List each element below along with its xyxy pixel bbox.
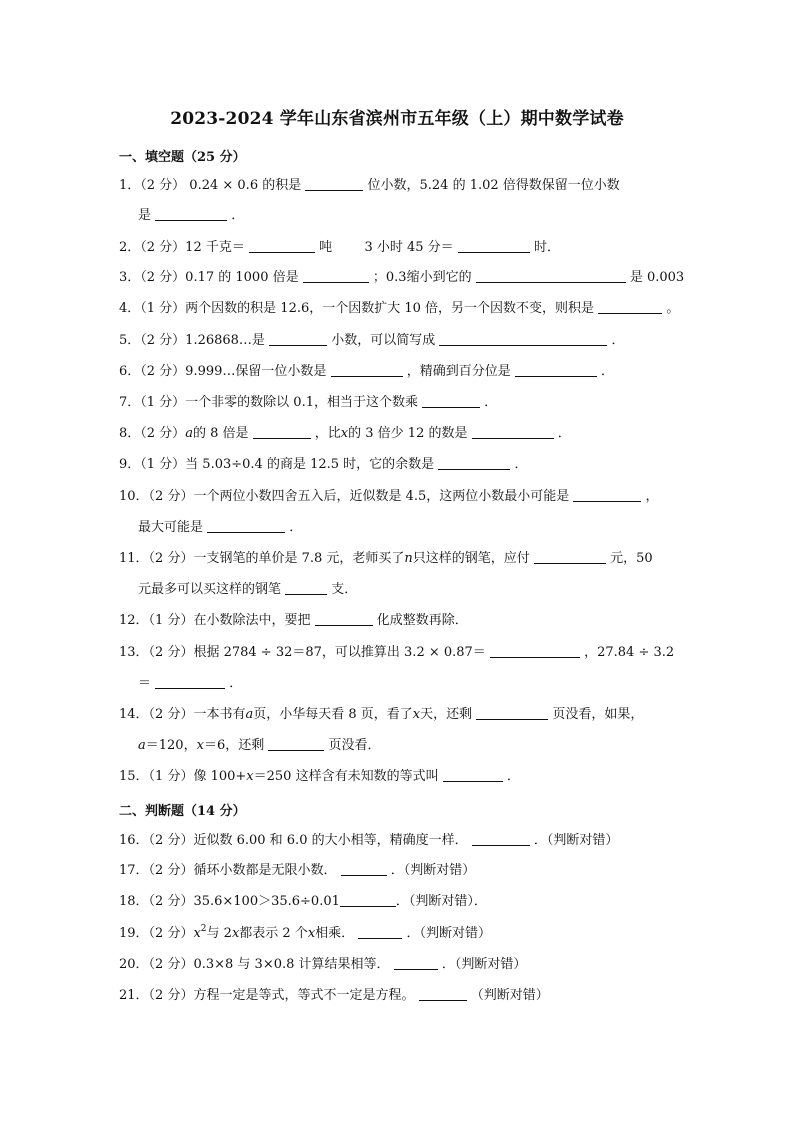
exam-title: 2023-2024 学年山东省滨州市五年级（上）期中数学试卷 — [170, 109, 624, 129]
q19-text-c: 都表示 2 个 — [239, 926, 308, 941]
q20-text-a: 20．（2 分）0.3×8 与 3×0.8 计算结果相等． — [119, 957, 390, 972]
q11-text-a: 11．（2 分）一支钢笔的单价是 7.8 元，老师买了 — [119, 551, 405, 566]
q2-blank-1[interactable] — [249, 240, 315, 253]
q8-text-a: 8．（2 分） — [119, 426, 186, 441]
q6-blank-2[interactable] — [515, 364, 597, 377]
q11-text-e: 支． — [331, 582, 358, 597]
q13-blank-1[interactable] — [490, 645, 580, 658]
q17-blank-1[interactable] — [341, 863, 387, 876]
q2-text-c: 3 小时 45 分＝ — [364, 240, 454, 255]
question-12 — [119, 613, 468, 629]
q5-blank-2[interactable] — [439, 333, 607, 346]
question-5 — [119, 333, 625, 349]
q2-text-d: 时． — [533, 240, 560, 255]
question-18 — [119, 894, 487, 910]
q11-var-n: n — [404, 551, 413, 566]
q19-var-x3: x — [307, 926, 316, 941]
q14-text-c: 天，还剩 — [420, 707, 473, 722]
q1-text-c: 是 — [138, 208, 152, 223]
q18-text-a: 18．（2 分）35.6×100＞35.6÷0.01 — [119, 894, 340, 909]
question-1 — [119, 178, 620, 194]
q12-blank-1[interactable] — [315, 613, 373, 626]
q4-text-b: 。 — [666, 301, 680, 316]
q13-text-a: 13．（2 分）根据 2784 ÷ 32＝87，可以推算出 3.2 × 0.87＝ — [119, 645, 486, 660]
q8-var-a: a — [185, 426, 193, 441]
q11-blank-1[interactable] — [534, 551, 606, 564]
q3-text-b: ；0.3缩小到它的 — [372, 270, 472, 285]
question-6 — [119, 364, 614, 380]
q4-text-a: 4．（1 分）两个因数的积是 12.6，一个因数扩大 10 倍，另一个因数不变，则积是 — [119, 301, 595, 316]
q7-text-b: ． — [484, 395, 498, 410]
q21-text-a: 21．（2 分）方程一定是等式，等式不一定是方程。 — [119, 988, 415, 1003]
q8-blank-1[interactable] — [253, 426, 311, 439]
q5-blank-1[interactable] — [269, 333, 327, 346]
q18-text-b: ．（判断对错）． — [395, 894, 487, 909]
question-20 — [119, 957, 526, 973]
question-10 — [119, 489, 659, 505]
q16-text-a: 16．（2 分）近似数 6.00 和 6.0 的大小相等，精确度一样． — [119, 833, 468, 848]
q5-text-b: 小数，可以简写成 — [331, 333, 436, 348]
q8-blank-2[interactable] — [472, 426, 554, 439]
q14-var-a2: a — [138, 738, 146, 753]
q1-text-b: 位小数，5.24 的 1.02 倍得数保留一位小数 — [367, 178, 620, 193]
q18-blank-1[interactable] — [340, 894, 396, 907]
q9-text-a: 9．（1 分）当 5.03÷0.4 的商是 12.5 时，它的余数是 — [119, 457, 435, 472]
q14-text-a: 14．（2 分）一本书有 — [119, 707, 246, 722]
q2-blank-2[interactable] — [458, 240, 530, 253]
q8-text-c: ，比 — [314, 426, 341, 441]
q11-blank-2[interactable] — [285, 582, 327, 595]
q15-text-b: ＝250 这样含有未知数的等式叫 — [253, 769, 439, 784]
q8-text-b: 的 8 倍是 — [192, 426, 249, 441]
question-21 — [119, 988, 549, 1004]
q13-text-c: ＝ — [138, 676, 152, 691]
q3-text-a: 3．（2 分）0.17 的 1000 倍是 — [119, 270, 299, 285]
q17-text-a: 17．（2 分）循环小数都是无限小数． — [119, 863, 337, 878]
question-13 — [119, 645, 674, 661]
q11-text-b: 只这样的钢笔，应付 — [412, 551, 530, 566]
q12-text-b: 化成整数再除． — [376, 613, 468, 628]
q10-blank-1[interactable] — [573, 489, 641, 502]
q2-text-a: 2．（2 分）12 千克＝ — [119, 240, 245, 255]
q9-text-b: ． — [514, 457, 528, 472]
q19-text-a: 19．（2 分） — [119, 926, 194, 941]
question-13-cont — [138, 676, 242, 692]
q8-text-d: 的 3 倍少 12 的数是 — [348, 426, 468, 441]
q12-text-a: 12．（1 分）在小数除法中，要把 — [119, 613, 311, 628]
q15-blank-1[interactable] — [443, 769, 503, 782]
q20-text-b: ．（判断对错） — [441, 957, 527, 972]
q1-blank-2[interactable] — [155, 208, 227, 221]
q2-text-b: 吨 — [319, 240, 333, 255]
q4-blank-1[interactable] — [598, 301, 662, 314]
q14-var-a: a — [245, 707, 254, 722]
q10-text-d: ． — [289, 520, 303, 535]
q10-text-b: ， — [645, 489, 659, 504]
q8-text-e: ． — [557, 426, 571, 441]
q6-text-c: ． — [600, 364, 614, 379]
q11-text-d: 元最多可以买这样的钢笔 — [138, 582, 282, 597]
q16-blank-1[interactable] — [472, 833, 530, 846]
question-3 — [119, 270, 684, 286]
q15-text-a: 15．（1 分）像 100+ — [119, 769, 247, 784]
q11-text-c: 元，50 — [610, 551, 653, 566]
q17-text-b: ．（判断对错） — [390, 863, 476, 878]
q14-text-b: 页，小华每天看 8 页，看了 — [253, 707, 413, 722]
q6-text-b: ，精确到百分位是 — [406, 364, 511, 379]
q10-text-a: 10．（2 分）一个两位小数四舍五入后，近似数是 4.5，这两位小数最小可能是 — [119, 489, 570, 504]
q14-var-x2: x — [196, 738, 204, 753]
question-2 — [119, 240, 560, 256]
question-14 — [119, 707, 643, 723]
q5-text-a: 5．（2 分）1.26868…是 — [119, 333, 265, 348]
q16-text-b: ．（判断对错） — [533, 833, 619, 848]
q14-var-x: x — [412, 707, 421, 722]
q15-text-c: ． — [506, 769, 520, 784]
question-16 — [119, 833, 618, 849]
q14-text-d: 页没看，如果， — [552, 707, 644, 722]
q8-var-x: x — [340, 426, 349, 441]
q6-blank-1[interactable] — [331, 364, 403, 377]
question-11-cont — [138, 582, 357, 598]
q9-blank-1[interactable] — [438, 457, 510, 470]
q13-text-b: ，27.84 ÷ 3.2 — [584, 645, 675, 660]
q6-text-a: 6．（2 分）9.999…保留一位小数是 — [119, 364, 327, 379]
q14-blank-2[interactable] — [268, 738, 324, 751]
q5-text-c: ． — [611, 333, 625, 348]
q1-text-a: 1．（2 分） 0.24 × 0.6 的积是 — [119, 178, 302, 193]
q14-text-g: 页没看． — [328, 738, 381, 753]
q14-blank-1[interactable] — [476, 707, 548, 720]
q1-text-d: ． — [231, 208, 245, 223]
q14-text-f: ＝6，还剩 — [203, 738, 265, 753]
question-7 — [119, 395, 497, 411]
q20-blank-1[interactable] — [394, 957, 438, 970]
q13-blank-2[interactable] — [155, 676, 225, 689]
q13-text-d: ． — [229, 676, 243, 691]
question-10-cont — [138, 520, 302, 536]
question-19 — [119, 926, 491, 942]
q19-text-b: 与 2 — [206, 926, 232, 941]
q1-blank-1[interactable] — [305, 178, 363, 191]
question-1-cont — [138, 208, 244, 224]
q3-text-c: 是 0.003 — [629, 270, 685, 285]
question-14-cont — [138, 738, 381, 754]
q19-exponent: 2 — [200, 924, 207, 934]
section-true-false: 二、判断题（14 分） — [119, 804, 246, 819]
q19-text-d: 相乘． — [315, 926, 355, 941]
question-9 — [119, 457, 527, 473]
q3-blank-2[interactable] — [476, 270, 626, 283]
q19-blank-1[interactable] — [358, 926, 402, 939]
question-8 — [119, 426, 571, 442]
q21-blank-1[interactable] — [419, 988, 467, 1001]
q3-blank-1[interactable] — [303, 270, 369, 283]
q19-text-e: ．（判断对错） — [406, 926, 491, 941]
q10-text-c: 最大可能是 — [138, 520, 204, 535]
q14-text-e: ＝120， — [145, 738, 197, 753]
q10-blank-2[interactable] — [207, 520, 285, 533]
q7-text-a: 7．（1 分）一个非零的数除以 0.1，相当于这个数乘 — [119, 395, 418, 410]
q7-blank-1[interactable] — [422, 395, 480, 408]
question-17 — [119, 863, 475, 879]
question-11 — [119, 551, 653, 567]
q15-var-x: x — [246, 769, 254, 784]
q19-var-x2: x — [231, 926, 240, 941]
q19-var-x: x — [193, 926, 201, 941]
section-fill-in: 一、填空题（25 分） — [119, 150, 246, 165]
q21-text-b: （判断对错） — [470, 988, 549, 1003]
question-4 — [119, 301, 679, 317]
question-15 — [119, 769, 520, 785]
